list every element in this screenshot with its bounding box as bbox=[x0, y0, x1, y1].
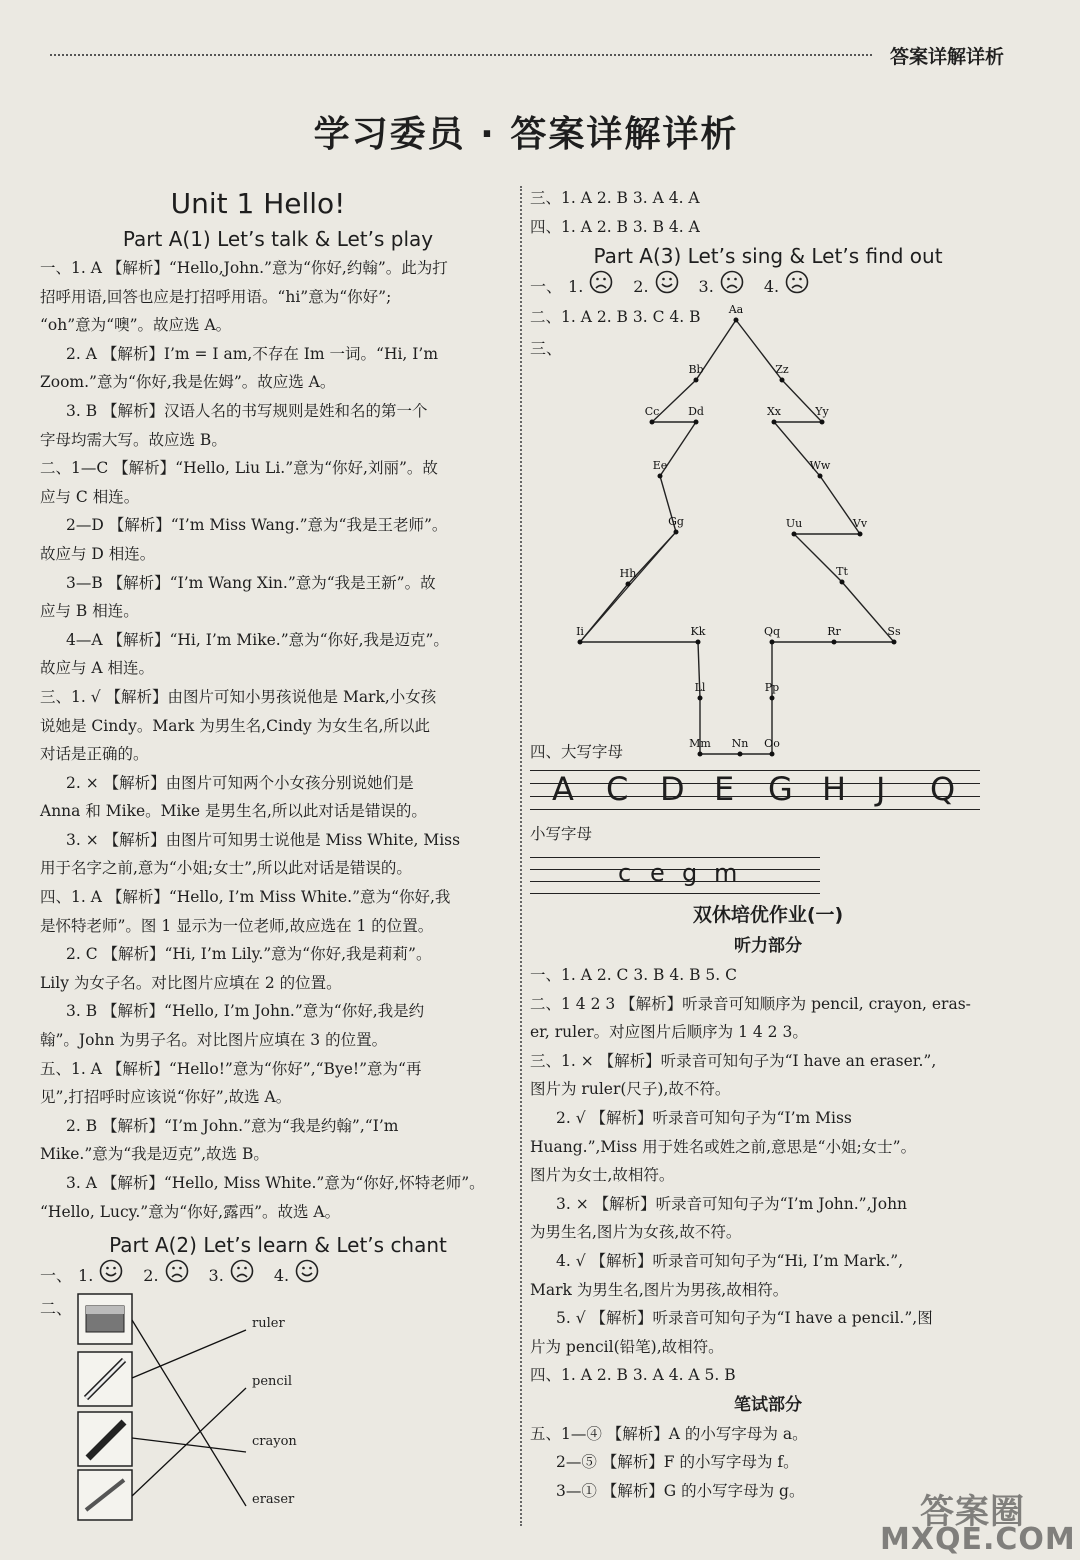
tree-letter: Kk bbox=[690, 624, 706, 638]
sad-face-icon bbox=[230, 1259, 268, 1294]
answer-line: Lily 为女子名。对比图片应填在 2 的位置。 bbox=[40, 973, 342, 992]
answer-line: 故应与 A 相连。 bbox=[40, 659, 155, 678]
tree-letter: Tt bbox=[836, 564, 848, 578]
uppercase-letter: Q bbox=[930, 770, 956, 809]
sad-face-icon bbox=[720, 270, 758, 305]
answer-line: 五、1—④ 【解析】A 的小写字母为 a。 bbox=[530, 1424, 808, 1443]
answer-line: 片为 pencil(铅笔),故相符。 bbox=[530, 1337, 724, 1356]
part-a2-title: Part A(2) Let’s learn & Let’s chant bbox=[109, 1233, 447, 1258]
tree-letter: Yy bbox=[815, 404, 829, 418]
tree-letter: Ss bbox=[887, 624, 901, 638]
answer-line: 招呼用语,回答也应是打招呼用语。“hi”意为“你好”; bbox=[40, 287, 392, 306]
answer-line: 图片为 ruler(尺子),故不符。 bbox=[530, 1080, 731, 1099]
tree-dot bbox=[650, 419, 655, 424]
answer-line: 一、1. A 2. C 3. B 4. B 5. C bbox=[530, 965, 737, 984]
crayon-picture bbox=[78, 1412, 132, 1466]
tree-dot bbox=[698, 695, 703, 700]
answer-line: 2. A 【解析】I’m = I am,不存在 Im 一词。“Hi, I’m bbox=[66, 344, 439, 363]
tree-dot bbox=[734, 317, 739, 322]
lowercase-staff bbox=[530, 849, 980, 899]
listening-section-title: 听力部分 bbox=[734, 935, 802, 956]
answer-line: 4. √ 【解析】听录音可知句子为“Hi, I’m Mark.”, bbox=[556, 1251, 904, 1270]
listening-answers bbox=[530, 961, 1006, 1390]
answer-line: 见”,打招呼时应该说“你好”,故选 A。 bbox=[40, 1088, 292, 1107]
answer-line: 五、1. A 【解析】“Hello!”意为“你好”,“Bye!”意为“再 bbox=[40, 1059, 422, 1078]
answer-line: 三、1. √ 【解析】由图片可知小男孩说他是 Mark,小女孩 bbox=[40, 687, 437, 706]
part-a3-faces bbox=[530, 271, 1006, 303]
tree-dot bbox=[770, 751, 775, 756]
face-number: 3. bbox=[698, 277, 714, 297]
happy-face-icon bbox=[655, 270, 693, 305]
match-word-crayon: crayon bbox=[252, 1434, 297, 1450]
happy-face-icon bbox=[295, 1259, 333, 1294]
answer-line: 应与 B 相连。 bbox=[40, 602, 139, 621]
tree-letter: Nn bbox=[731, 736, 749, 750]
answer-line: 2. C 【解析】“Hi, I’m Lily.”意为“你好,我是莉莉”。 bbox=[66, 945, 432, 964]
answer-line: 二、1 4 2 3 【解析】听录音可知顺序为 pencil, crayon, eras- bbox=[530, 994, 971, 1013]
answer-line: 3. B 【解析】“Hello, I’m John.”意为“你好,我是约 bbox=[66, 1002, 425, 1021]
match-prefix: 二、 bbox=[40, 1299, 73, 1319]
answer-line: 对话是正确的。 bbox=[40, 745, 149, 764]
sad-face-icon bbox=[589, 270, 627, 305]
upper-label: 四、大写字母 bbox=[530, 742, 624, 761]
tree-dot bbox=[832, 639, 837, 644]
header-tag: 答案详解详析 bbox=[890, 46, 1005, 68]
answer-line: 二、1—C 【解析】“Hello, Liu Li.”意为“你好,刘丽”。故 bbox=[40, 459, 438, 478]
answer-line: 字母均需大写。故应选 B。 bbox=[40, 430, 227, 449]
part-a3-title: Part A(3) Let’s sing & Let’s find out bbox=[593, 244, 943, 269]
answer-line: 3—B 【解析】“I’m Wang Xin.”意为“我是王新”。故 bbox=[66, 573, 436, 592]
unit-title: Unit 1 Hello! bbox=[170, 187, 346, 220]
tree-dot bbox=[770, 695, 775, 700]
tree-dot bbox=[892, 639, 897, 644]
tree-letter: Qq bbox=[763, 624, 781, 638]
tree-dot bbox=[696, 639, 701, 644]
answer-line: 2—⑤ 【解析】F 的小写字母为 f。 bbox=[556, 1453, 799, 1472]
answer-line: 2. √ 【解析】听录音可知句子为“I’m Miss bbox=[556, 1108, 852, 1127]
lowercase-letter: c bbox=[618, 858, 632, 887]
face-number: 1. bbox=[78, 1266, 94, 1286]
tree-letter: Mm bbox=[689, 736, 711, 750]
match-word-pencil: pencil bbox=[252, 1374, 292, 1390]
uppercase-letter: D bbox=[660, 770, 685, 809]
tree-dot bbox=[674, 529, 679, 534]
tree-dot bbox=[820, 419, 825, 424]
matching-exercise bbox=[40, 1292, 516, 1522]
answer-line: 用于名字之前,意为“小姐;女士”,所以此对话是错误的。 bbox=[40, 859, 412, 878]
face-number: 2. bbox=[143, 1266, 159, 1286]
page-title: 学习委员 · 答案详解详析 bbox=[313, 114, 739, 155]
tree-letter: Hh bbox=[619, 566, 637, 580]
uppercase-letter: E bbox=[714, 770, 735, 809]
tree-dot bbox=[858, 531, 863, 536]
tree-letter: Xx bbox=[766, 404, 782, 418]
watermark: MXQE.COM bbox=[880, 1522, 1076, 1557]
tree-dot bbox=[840, 579, 845, 584]
answer-line: “oh”意为“噢”。故应选 A。 bbox=[40, 316, 232, 335]
left-column bbox=[40, 184, 516, 1522]
answer-line: 四、1. A 2. B 3. A 4. A 5. B bbox=[530, 1366, 736, 1385]
face-number: 1. bbox=[568, 277, 584, 297]
tree-letter: Bb bbox=[688, 362, 704, 376]
answer-line: 3. × 【解析】听录音可知句子为“I’m John.”,John bbox=[556, 1194, 908, 1213]
answer-line: 2. × 【解析】由图片可知两个小女孩分别说她们是 bbox=[66, 773, 414, 792]
tree-letter: Rr bbox=[827, 624, 841, 638]
face-number: 4. bbox=[273, 1266, 290, 1286]
faces-prefix: 一、 bbox=[40, 1266, 73, 1286]
tree-letter: Gg bbox=[668, 514, 684, 528]
tree-letter: Oo bbox=[764, 736, 780, 750]
answer-line: 为男生名,图片为女孩,故不符。 bbox=[530, 1223, 742, 1242]
face-number: 4. bbox=[763, 277, 780, 297]
right-column bbox=[530, 184, 1006, 1506]
lowercase-letter: m bbox=[714, 858, 738, 887]
answer-line: 三、1. A 2. B 3. A 4. A bbox=[530, 189, 700, 207]
answer-line: 翰”。John 为男子名。对比图片应填在 3 的位置。 bbox=[40, 1031, 388, 1050]
answer-line: Mark 为男生名,图片为男孩,故相符。 bbox=[530, 1280, 789, 1299]
tree-dot bbox=[658, 473, 663, 478]
answer-line: 2. B 【解析】“I’m John.”意为“我是约翰”,“I’m bbox=[66, 1116, 399, 1135]
matching-svg bbox=[76, 1292, 346, 1520]
tree-letter: Uu bbox=[785, 516, 803, 530]
answer-line: 是怀特老师”。图 1 显示为一位老师,故应选在 1 的位置。 bbox=[40, 916, 434, 935]
answer-line: 4—A 【解析】“Hi, I’m Mike.”意为“你好,我是迈克”。 bbox=[66, 630, 449, 649]
answer-line: 3. × 【解析】由图片可知男士说他是 Miss White, Miss bbox=[66, 830, 461, 849]
uppercase-letter: C bbox=[606, 770, 629, 809]
sad-face-icon bbox=[785, 270, 823, 305]
uppercase-letter: H bbox=[822, 770, 847, 809]
part-a2-faces bbox=[40, 1260, 516, 1292]
answer-line: Mike.”意为“我是迈克”,故选 B。 bbox=[40, 1145, 269, 1164]
lowercase-letter: g bbox=[682, 858, 698, 887]
answer-line: 3. A 【解析】“Hello, Miss White.”意为“你好,怀特老师”。 bbox=[66, 1174, 485, 1192]
tree-letter: Pp bbox=[764, 680, 780, 694]
tree-dot bbox=[772, 419, 777, 424]
answer-line: 说她是 Cindy。Mark 为男生名,Cindy 为女生名,所以此 bbox=[40, 716, 431, 735]
answer-line: Anna 和 Mike。Mike 是男生名,所以此对话是错误的。 bbox=[40, 802, 427, 821]
part-a1-answers bbox=[40, 254, 516, 1226]
tree-dot bbox=[780, 377, 785, 382]
uppercase-letter: G bbox=[768, 770, 793, 809]
match-word-ruler: ruler bbox=[252, 1316, 285, 1332]
answer-line: “Hello, Lucy.”意为“你好,露西”。故选 A。 bbox=[40, 1202, 341, 1221]
tree-dot bbox=[626, 581, 631, 586]
tree-dot bbox=[698, 751, 703, 756]
pencil-picture bbox=[78, 1470, 132, 1520]
answer-line: 5. √ 【解析】听录音可知句子为“I have a pencil.”,图 bbox=[556, 1309, 933, 1328]
writing-section-title: 笔试部分 bbox=[734, 1394, 802, 1415]
tree-letter: Ww bbox=[809, 458, 831, 472]
face-number: 3. bbox=[208, 1266, 224, 1286]
face-number: 2. bbox=[633, 277, 649, 297]
homework-title: 双休培优作业(一) bbox=[692, 903, 844, 926]
answer-line: 故应与 D 相连。 bbox=[40, 544, 156, 563]
tree-dot bbox=[694, 419, 699, 424]
uppercase-staff bbox=[530, 766, 980, 820]
tree-letter: Cc bbox=[644, 404, 660, 418]
tree-dot bbox=[818, 473, 823, 478]
match-word-eraser: eraser bbox=[252, 1492, 295, 1508]
eraser-picture bbox=[78, 1294, 132, 1344]
sad-face-icon bbox=[165, 1259, 203, 1294]
answer-line: Huang.”,Miss 用于姓名或姓之前,意思是“小姐;女士”。 bbox=[530, 1137, 917, 1156]
lower-label: 小写字母 bbox=[530, 825, 593, 844]
watermark-cn: 答案圈 bbox=[920, 1492, 1025, 1532]
answer-line: 3—① 【解析】G 的小写字母为 g。 bbox=[556, 1482, 805, 1501]
tree-letter: Ii bbox=[576, 624, 584, 638]
answer-line: 应与 C 相连。 bbox=[40, 487, 140, 506]
answer-line: 2—D 【解析】“I’m Miss Wang.”意为“我是王老师”。 bbox=[66, 516, 448, 535]
lowercase-letter: e bbox=[650, 858, 665, 887]
uppercase-letter: J bbox=[876, 770, 886, 809]
happy-face-icon bbox=[99, 1259, 137, 1294]
uppercase-letter: A bbox=[552, 770, 574, 809]
tree-letter: Zz bbox=[775, 362, 789, 376]
answer-line: 四、1. A 【解析】“Hello, I’m Miss White.”意为“你好,我 bbox=[40, 888, 451, 907]
tree-letter: Ll bbox=[694, 680, 706, 694]
tree-letter: Ee bbox=[652, 458, 668, 472]
answer-line: 四、1. A 2. B 3. B 4. A bbox=[530, 217, 700, 236]
tree-letter: Vv bbox=[852, 516, 868, 530]
answer-line: Zoom.”意为“你好,我是佐姆”。故应选 A。 bbox=[40, 373, 336, 392]
tree-letter: Aa bbox=[728, 302, 744, 316]
answer-line: er, ruler。对应图片后顺序为 1 4 2 3。 bbox=[530, 1023, 808, 1042]
faces-prefix: 一、 bbox=[530, 277, 563, 297]
answer-line: 图片为女士,故相符。 bbox=[530, 1166, 675, 1185]
answer-line: 二、1. A 2. B 3. C 4. B bbox=[530, 308, 701, 327]
answer-line: 3. B 【解析】汉语人名的书写规则是姓和名的第一个 bbox=[66, 401, 428, 420]
tree-prefix: 三、 bbox=[530, 338, 563, 358]
header-rule bbox=[50, 54, 872, 56]
part-a1-title: Part A(1) Let’s talk & Let’s play bbox=[122, 227, 434, 251]
tree-dot bbox=[694, 377, 699, 382]
answer-line: 三、1. × 【解析】听录音可知句子为“I have an eraser.”, bbox=[530, 1051, 937, 1070]
tree-dot bbox=[770, 639, 775, 644]
tree-dot bbox=[578, 639, 583, 644]
ruler-picture bbox=[78, 1352, 132, 1406]
tree-dot bbox=[792, 531, 797, 536]
tree-dot bbox=[738, 751, 743, 756]
column-divider bbox=[520, 186, 522, 1526]
answer-line: 一、1. A 【解析】“Hello,John.”意为“你好,约翰”。此为打 bbox=[40, 259, 448, 277]
tree-letter: Dd bbox=[688, 404, 704, 418]
